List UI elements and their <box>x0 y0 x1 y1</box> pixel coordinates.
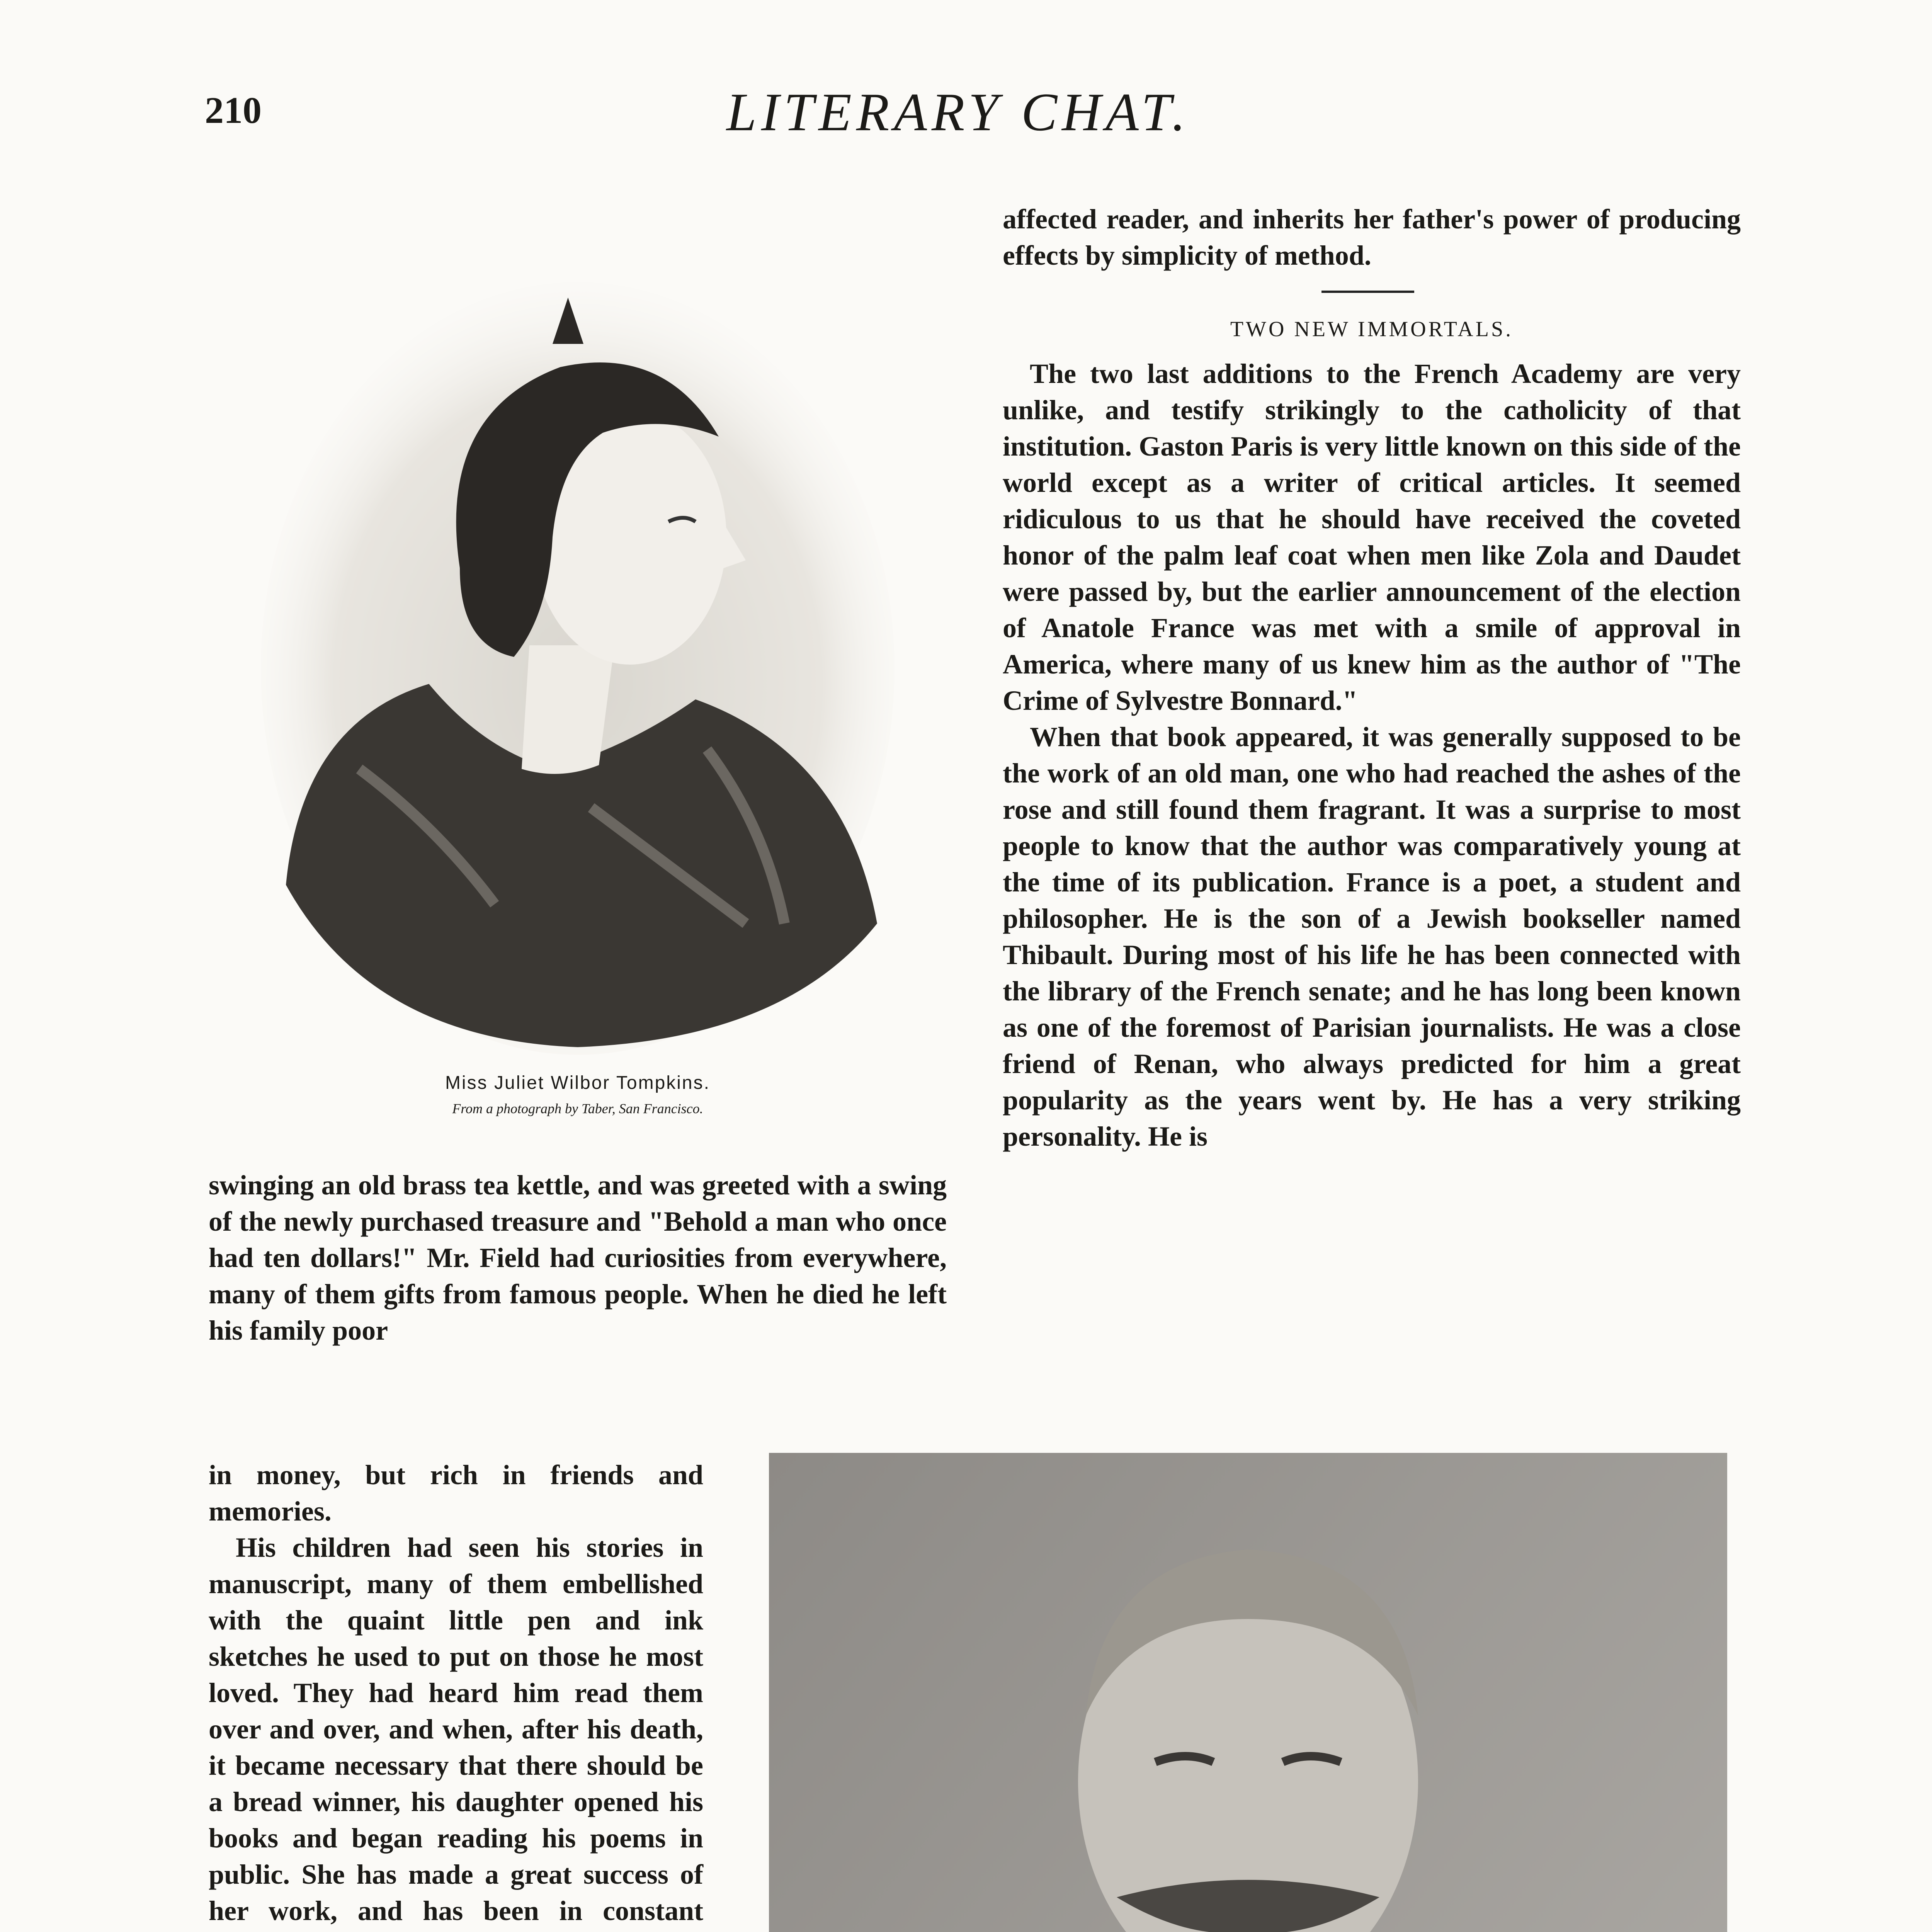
page-number: 210 <box>205 90 262 131</box>
left-paragraph-2: His children had seen his stories in manuscript, many of them embellished with the quaint little pen and ink sketches he used to put on those he most loved. They had heard him read them over and over, and when, after his death, it became necessary that there should be a bread winner, his daughter opened his books and began reading his poems in public. She has made a great success of her work, and has been in constant <box>209 1532 703 1926</box>
section-heading: TWO NEW IMMORTALS. <box>1230 317 1514 341</box>
section-paragraph-1: The two last additions to the French Academy are very unlike, and testify strikingly to the catholicity of that institution. Gaston Paris is very little known on this side of the world except as a writer of critical articles. It seemed ridiculous to us that he should have received the coveted honor of the palm leaf coat when men like Zola and Daudet were passed by, but the earlier announcement of the election of Anatole France was met with a smile of approval in America, where many of us knew him as the author of "The Crime of Sylvestre Bonnard." <box>1003 358 1741 716</box>
section-body <box>1003 355 1741 1155</box>
figure1-name: Miss Juliet Wilbor Tompkins. <box>445 1073 710 1093</box>
figure1-credit: From a photograph by Taber, San Francisco. <box>452 1101 703 1116</box>
portrait-juliet-wilbor-tompkins <box>243 267 912 1070</box>
running-title: LITERARY CHAT. <box>726 82 1190 142</box>
section-paragraph-2: When that book appeared, it was generally supposed to be the work of an old man, one who had reached the ashes of the rose and still found them fragrant. It was a surprise to most people to know that the author was comparatively young at the time of its publication. France is a poet, a student and philosopher. He is the son of a Jewish bookseller named Thibault. During most of his life he has been connected with the library of the French senate; and he has long been known as one of the foremost of Parisian journalists. He was a close friend of Renan, who always predicted for him a great popularity as the years went by. He has a very striking personality. He is <box>1003 721 1741 1152</box>
left-paragraph-1: in money, but rich in friends and memories. <box>209 1459 703 1527</box>
portrait-anatole-france <box>769 1453 1727 1932</box>
left-column-wide-text: swinging an old brass tea kettle, and was greeted with a swing of the newly purchased treasure and "Behold a man who once had ten dollars!" Mr. Field had curiosities from everywhere, many of them gifts from famous people. When he died he left his family poor <box>209 1170 947 1346</box>
left-column-narrow-text <box>209 1457 703 1932</box>
section-divider <box>1321 291 1414 293</box>
figure1-caption <box>243 1072 912 1117</box>
right-column-continuation: affected reader, and inherits her father's power of producing effects by simplicity of method. <box>1003 204 1741 271</box>
